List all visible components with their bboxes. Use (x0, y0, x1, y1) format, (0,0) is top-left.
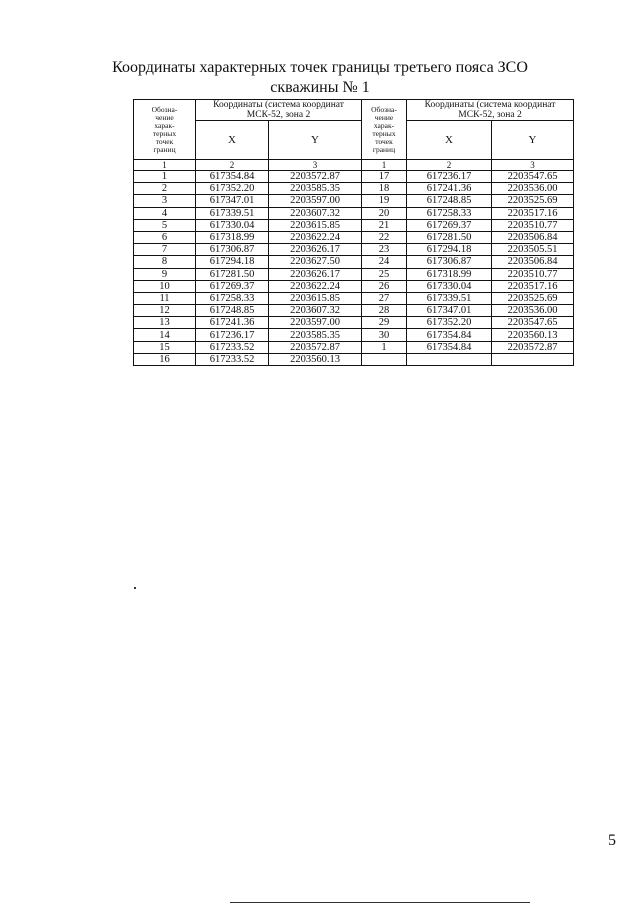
table-cell: 22 (362, 231, 407, 243)
table-row (134, 268, 574, 280)
table-cell: 2203547.65 (492, 317, 574, 329)
coords-header-left: Координаты (система координат МСК-52, зона 2 (196, 100, 362, 121)
table-cell: 2203560.13 (492, 329, 574, 341)
table-cell: 2203626.17 (269, 268, 362, 280)
table-cell: 2203607.32 (269, 305, 362, 317)
table-cell: 13 (134, 317, 196, 329)
table-cell: 617330.04 (407, 280, 492, 292)
table-cell: 2203505.51 (492, 244, 574, 256)
col-num: 1 (362, 160, 407, 171)
table-cell: 617281.50 (196, 268, 269, 280)
x-header-left: X (196, 121, 269, 160)
table-body (134, 171, 574, 366)
table-cell (362, 353, 407, 365)
table-cell: 617294.18 (407, 244, 492, 256)
table-cell: 2203585.35 (269, 329, 362, 341)
table-cell: 2203585.35 (269, 183, 362, 195)
table-row (134, 280, 574, 292)
table-cell (492, 353, 574, 365)
table-cell: 617258.33 (407, 207, 492, 219)
table-cell: 8 (134, 256, 196, 268)
table-cell: 617241.36 (407, 183, 492, 195)
table-cell: 2203517.16 (492, 207, 574, 219)
table-cell: 617233.52 (196, 353, 269, 365)
table-cell: 5 (134, 219, 196, 231)
table-row (134, 231, 574, 243)
table-cell: 30 (362, 329, 407, 341)
table-cell: 9 (134, 268, 196, 280)
table-cell: 29 (362, 317, 407, 329)
table-cell: 2203622.24 (269, 280, 362, 292)
title-line-1: Координаты характерных точек границы третьего пояса ЗСО (112, 59, 528, 76)
table-cell: 23 (362, 244, 407, 256)
table-row (134, 207, 574, 219)
page-number: 5 (608, 832, 616, 849)
point-header-right (362, 100, 407, 160)
table-cell: 26 (362, 280, 407, 292)
scan-speck (134, 587, 136, 589)
table-row (134, 317, 574, 329)
table-cell: 27 (362, 292, 407, 304)
point-header-left (134, 100, 196, 160)
table-cell: 617233.52 (196, 341, 269, 353)
table-cell: 3 (134, 195, 196, 207)
table-cell: 14 (134, 329, 196, 341)
col-num: 3 (269, 160, 362, 171)
table-row (134, 244, 574, 256)
table-cell: 16 (134, 353, 196, 365)
table-cell: 2203626.17 (269, 244, 362, 256)
table-cell: 2203597.00 (269, 195, 362, 207)
table-cell: 2203597.00 (269, 317, 362, 329)
table-cell: 7 (134, 244, 196, 256)
table-cell: 617258.33 (196, 292, 269, 304)
y-header-left: Y (269, 121, 362, 160)
col-num: 1 (134, 160, 196, 171)
table-cell: 20 (362, 207, 407, 219)
scan-edge-line (230, 902, 530, 903)
table-cell: 1 (134, 171, 196, 183)
table-cell: 617236.17 (407, 171, 492, 183)
table-cell: 2203572.87 (492, 341, 574, 353)
table-cell: 617306.87 (196, 244, 269, 256)
table-cell: 2203622.24 (269, 231, 362, 243)
table-cell: 2203615.85 (269, 219, 362, 231)
table-row (134, 341, 574, 353)
table-cell: 617294.18 (196, 256, 269, 268)
table-cell: 17 (362, 171, 407, 183)
table-cell: 18 (362, 183, 407, 195)
table-cell: 2203607.32 (269, 207, 362, 219)
table-row (134, 219, 574, 231)
table-row (134, 353, 574, 365)
table-cell: 2203572.87 (269, 171, 362, 183)
point-header-left-text: Обозна- чение харак- терных точек границ (151, 104, 178, 154)
table-cell: 617339.51 (196, 207, 269, 219)
table-cell: 2203506.84 (492, 231, 574, 243)
table-cell: 617347.01 (196, 195, 269, 207)
table-row (134, 171, 574, 183)
table-cell: 617269.37 (196, 280, 269, 292)
table-cell: 2203510.77 (492, 219, 574, 231)
table-cell: 2203525.69 (492, 292, 574, 304)
table-cell: 617248.85 (407, 195, 492, 207)
table-cell: 2203525.69 (492, 195, 574, 207)
document-title (0, 58, 640, 98)
table-cell: 617347.01 (407, 305, 492, 317)
table-row (134, 195, 574, 207)
table-cell: 2203627.50 (269, 256, 362, 268)
table-cell (407, 353, 492, 365)
table-cell: 2 (134, 183, 196, 195)
table-cell: 1 (362, 341, 407, 353)
point-header-right-text: Обозна- чение харак- терных точек границ (371, 104, 397, 154)
table-cell: 617318.99 (407, 268, 492, 280)
coords-header-right: Координаты (система координат МСК-52, зона 2 (407, 100, 574, 121)
x-header-right: X (407, 121, 492, 160)
table-row (134, 305, 574, 317)
table-cell: 617281.50 (407, 231, 492, 243)
table-cell: 2203517.16 (492, 280, 574, 292)
table-cell: 617236.17 (196, 329, 269, 341)
y-header-right: Y (492, 121, 574, 160)
table-cell: 617339.51 (407, 292, 492, 304)
table-cell: 2203547.65 (492, 171, 574, 183)
table-cell: 617354.84 (407, 341, 492, 353)
table-cell: 2203536.00 (492, 305, 574, 317)
table-cell: 617352.20 (196, 183, 269, 195)
table-cell: 617354.84 (196, 171, 269, 183)
table-cell: 11 (134, 292, 196, 304)
table-cell: 617306.87 (407, 256, 492, 268)
table-cell: 2203560.13 (269, 353, 362, 365)
table-cell: 2203510.77 (492, 268, 574, 280)
table-cell: 4 (134, 207, 196, 219)
table-cell: 2203536.00 (492, 183, 574, 195)
title-line-2: скважины № 1 (270, 79, 370, 96)
table-cell: 24 (362, 256, 407, 268)
table-cell: 617248.85 (196, 305, 269, 317)
table-cell: 617318.99 (196, 231, 269, 243)
table-row (134, 329, 574, 341)
coordinates-table (133, 99, 574, 366)
table-cell: 617354.84 (407, 329, 492, 341)
table-cell: 617352.20 (407, 317, 492, 329)
table-cell: 617241.36 (196, 317, 269, 329)
table-cell: 2203615.85 (269, 292, 362, 304)
table-cell: 28 (362, 305, 407, 317)
table-cell: 19 (362, 195, 407, 207)
table-cell: 6 (134, 231, 196, 243)
table-cell: 2203506.84 (492, 256, 574, 268)
table-cell: 2203572.87 (269, 341, 362, 353)
table-cell: 25 (362, 268, 407, 280)
col-num: 2 (196, 160, 269, 171)
col-num: 2 (407, 160, 492, 171)
table-cell: 617269.37 (407, 219, 492, 231)
table-row (134, 256, 574, 268)
table-row (134, 183, 574, 195)
table-cell: 10 (134, 280, 196, 292)
col-num: 3 (492, 160, 574, 171)
table-cell: 12 (134, 305, 196, 317)
table-cell: 617330.04 (196, 219, 269, 231)
table-cell: 21 (362, 219, 407, 231)
table-row (134, 292, 574, 304)
table-cell: 15 (134, 341, 196, 353)
